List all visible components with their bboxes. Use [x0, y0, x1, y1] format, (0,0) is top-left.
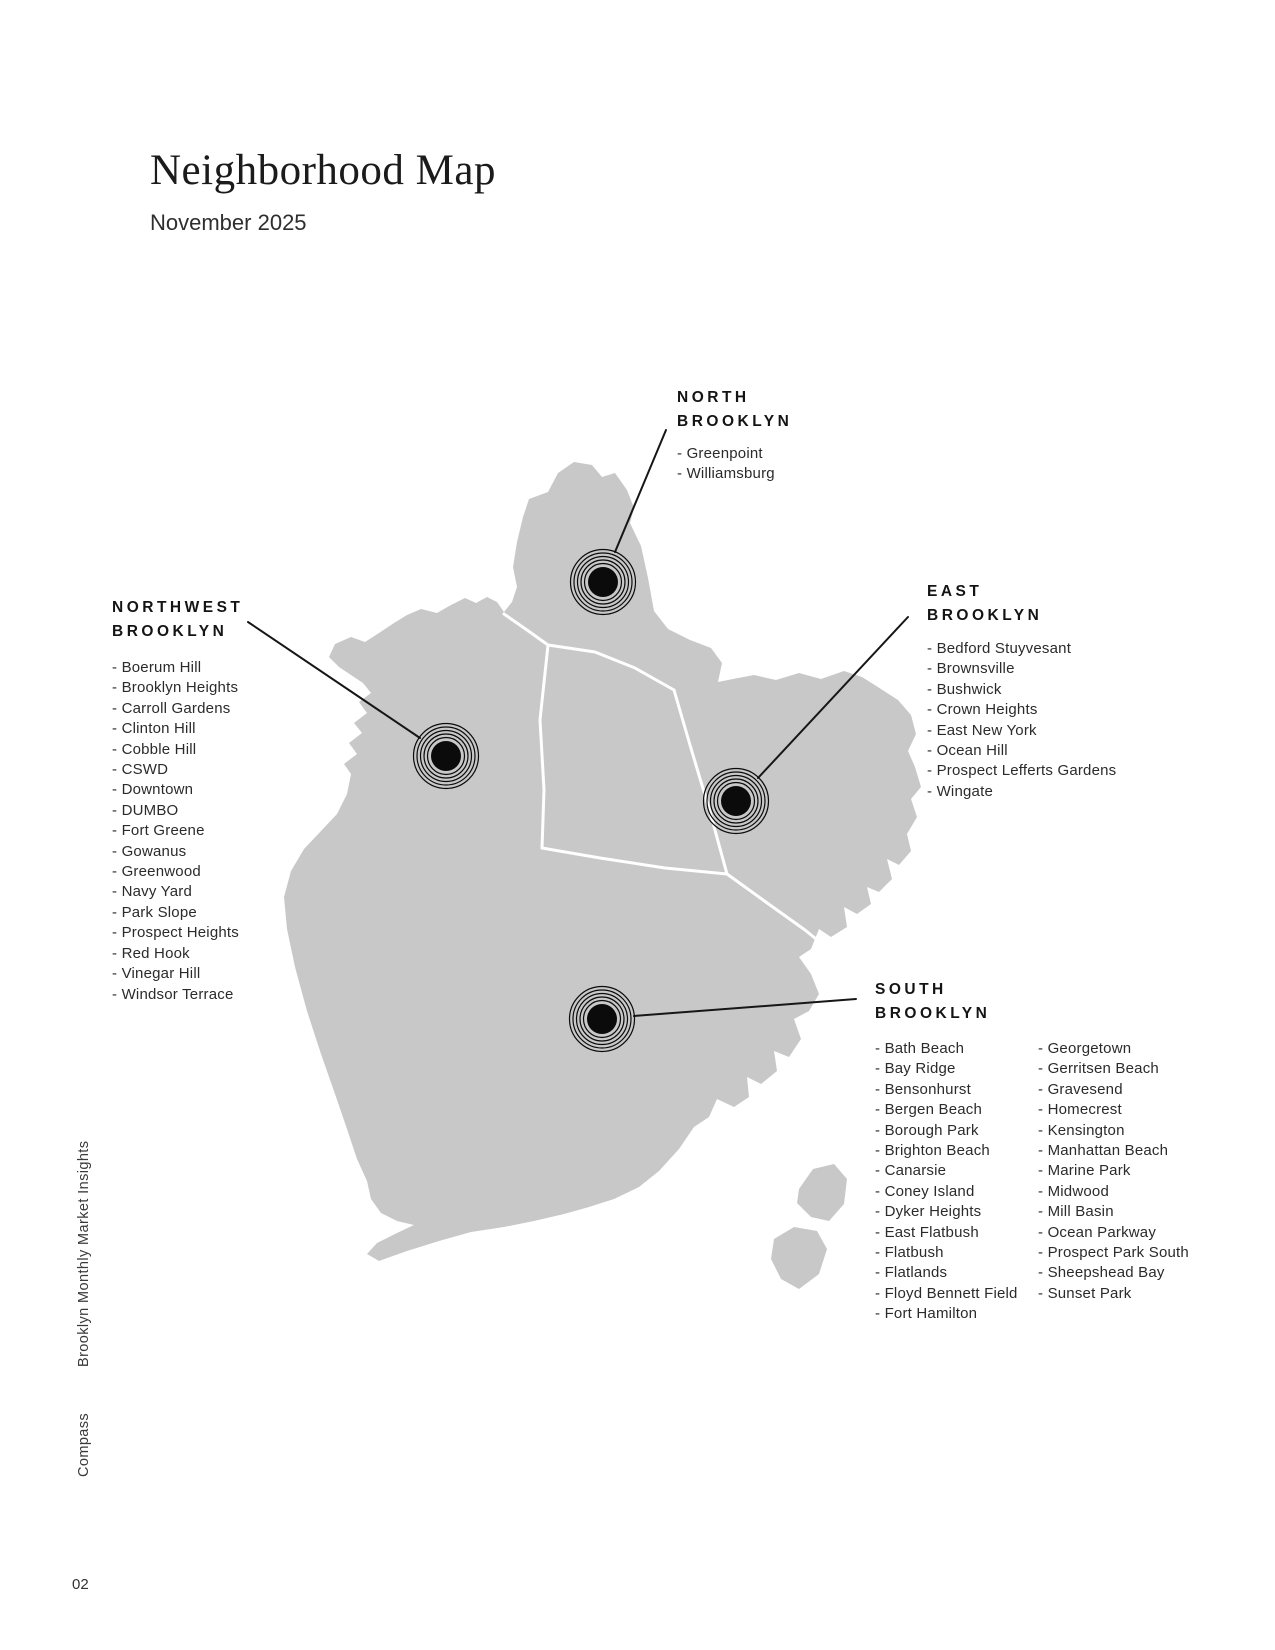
neighborhood-item: - Bensonhurst — [875, 1080, 971, 1098]
sidebar-vertical-title: Brooklyn Monthly Market Insights — [76, 1140, 92, 1367]
neighborhood-list-south-col1 — [875, 1039, 1038, 1325]
neighborhood-item: - Ocean Hill — [927, 742, 1008, 760]
neighborhood-item: - Prospect Heights — [112, 924, 239, 942]
region-heading-line1: NORTH — [677, 389, 750, 406]
region-heading-line2: BROOKLYN — [112, 623, 228, 640]
region-label-northwest — [112, 596, 243, 1005]
map-island — [797, 1164, 847, 1221]
neighborhood-item: - Vinegar Hill — [112, 965, 201, 983]
page-number: 02 — [72, 1576, 89, 1593]
neighborhood-item: - Bushwick — [927, 680, 1002, 698]
neighborhood-list-northwest — [112, 658, 243, 1005]
neighborhood-item: - Ocean Parkway — [1038, 1223, 1157, 1241]
neighborhood-item: - Bath Beach — [875, 1040, 965, 1057]
neighborhood-list-north — [677, 444, 792, 485]
region-label-east — [927, 580, 1116, 802]
sidebar-vertical-brand: Compass — [76, 1412, 92, 1477]
neighborhood-item: - CSWD — [112, 761, 169, 779]
region-heading-line2: BROOKLYN — [927, 607, 1043, 624]
neighborhood-item: - Bergen Beach — [875, 1101, 983, 1119]
neighborhood-item: - Crown Heights — [927, 701, 1038, 719]
neighborhood-item: - Wingate — [927, 782, 993, 800]
neighborhood-item: - Greenwood — [112, 863, 201, 881]
neighborhood-item: - Manhattan Beach — [1038, 1142, 1169, 1160]
neighborhood-item: - Flatbush — [875, 1244, 944, 1262]
neighborhood-list-south-col2 — [1038, 1039, 1189, 1325]
neighborhood-item: - Coney Island — [875, 1182, 975, 1200]
neighborhood-item: - Homecrest — [1038, 1101, 1122, 1119]
neighborhood-item: - Park Slope — [112, 903, 197, 921]
neighborhood-item: - Kensington — [1038, 1121, 1125, 1139]
neighborhood-item: - Fort Hamilton — [875, 1305, 978, 1323]
neighborhood-item: - Brownsville — [927, 660, 1015, 678]
neighborhood-item: - Marine Park — [1038, 1162, 1131, 1180]
neighborhood-item: - Midwood — [1038, 1182, 1109, 1200]
neighborhood-item: - Prospect Lefferts Gardens — [927, 762, 1117, 780]
neighborhood-item: - Dyker Heights — [875, 1203, 982, 1221]
page-subtitle: November 2025 — [150, 210, 307, 235]
neighborhood-item: - DUMBO — [112, 801, 179, 819]
region-heading-line2: BROOKLYN — [677, 413, 793, 430]
neighborhood-item: - Sunset Park — [1038, 1284, 1132, 1302]
neighborhood-item: - Red Hook — [112, 944, 190, 962]
neighborhood-item: - Bay Ridge — [875, 1060, 956, 1078]
neighborhood-item: - Floyd Bennett Field — [875, 1284, 1018, 1302]
region-label-north — [677, 386, 792, 485]
neighborhood-item: - Downtown — [112, 781, 194, 799]
neighborhood-item: - Williamsburg — [677, 465, 775, 483]
neighborhood-item: - Windsor Terrace — [112, 985, 234, 1003]
neighborhood-item: - Georgetown — [1038, 1040, 1132, 1057]
neighborhood-item: - Prospect Park South — [1038, 1244, 1189, 1262]
neighborhood-list-east — [927, 639, 1116, 802]
neighborhood-item: - East New York — [927, 721, 1037, 739]
neighborhood-item: - Mill Basin — [1038, 1203, 1114, 1221]
region-heading-line2: BROOKLYN — [875, 1005, 991, 1022]
neighborhood-item: - Canarsie — [875, 1162, 947, 1180]
neighborhood-item: - Sheepshead Bay — [1038, 1264, 1165, 1282]
neighborhood-item: - Brooklyn Heights — [112, 679, 239, 697]
neighborhood-item: - Carroll Gardens — [112, 699, 231, 717]
neighborhood-item: - Fort Greene — [112, 822, 205, 840]
neighborhood-item: - Boerum Hill — [112, 659, 202, 676]
map-island — [771, 1227, 827, 1289]
neighborhood-item: - Flatlands — [875, 1264, 948, 1282]
neighborhood-item: - Gowanus — [112, 842, 187, 860]
region-label-south — [875, 978, 1189, 1325]
neighborhood-item: - Bedford Stuyvesant — [927, 640, 1072, 657]
neighborhood-item: - Greenpoint — [677, 445, 763, 462]
neighborhood-item: - Navy Yard — [112, 883, 193, 901]
neighborhood-item: - East Flatbush — [875, 1223, 979, 1241]
region-heading-line1: SOUTH — [875, 981, 947, 998]
neighborhood-item: - Borough Park — [875, 1121, 979, 1139]
neighborhood-item: - Gerritsen Beach — [1038, 1060, 1159, 1078]
neighborhood-item: - Cobble Hill — [112, 740, 197, 758]
neighborhood-item: - Gravesend — [1038, 1080, 1123, 1098]
neighborhood-item: - Clinton Hill — [112, 720, 196, 738]
page-title: Neighborhood Map — [150, 147, 496, 194]
neighborhood-item: - Brighton Beach — [875, 1142, 990, 1160]
region-heading-line1: NORTHWEST — [112, 599, 244, 616]
region-heading-line1: EAST — [927, 583, 983, 600]
